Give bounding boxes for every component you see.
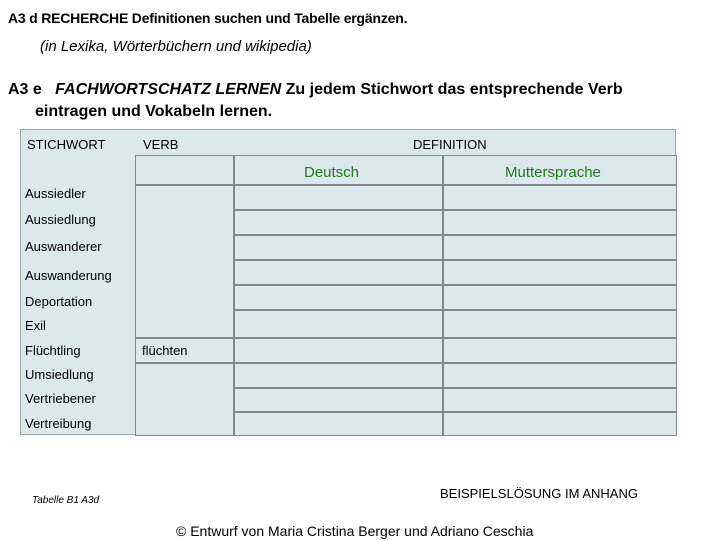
task-a3e-rest: Zu jedem Stichwort das entsprechende Verb <box>285 81 623 98</box>
task-a3d-subtitle: (in Lexika, Wörterbüchern und wikipedia) <box>40 38 312 55</box>
verb-fluechten: flüchten <box>142 343 188 358</box>
muttersprache-cell[interactable] <box>443 310 677 338</box>
deutsch-cell[interactable] <box>234 388 443 412</box>
verb-input-block-1[interactable] <box>135 185 234 338</box>
deutsch-cell[interactable] <box>234 338 443 363</box>
task-a3d-heading: A3 d RECHERCHE Definitionen suchen und Tabelle ergänzen. <box>8 10 408 26</box>
vocabulary-table <box>20 129 676 435</box>
muttersprache-cell[interactable] <box>443 260 677 285</box>
header-verb: VERB <box>143 137 179 152</box>
muttersprache-cell[interactable] <box>443 285 677 310</box>
table-caption: Tabelle B1 A3d <box>32 495 100 506</box>
muttersprache-cell[interactable] <box>443 185 677 210</box>
stichwort-vertreibung: Vertreibung <box>25 416 92 431</box>
stichwort-umsiedlung: Umsiedlung <box>25 367 94 382</box>
deutsch-cell[interactable] <box>234 235 443 260</box>
stichwort-auswanderung: Auswanderung <box>25 268 112 283</box>
header-definition: DEFINITION <box>413 137 487 152</box>
muttersprache-cell[interactable] <box>443 210 677 235</box>
task-a3e-prefix: A3 e <box>8 81 42 98</box>
stichwort-auswanderer: Auswanderer <box>25 239 102 254</box>
task-a3e-italic: FACHWORTSCHATZ LERNEN <box>55 81 282 98</box>
deutsch-cell[interactable] <box>234 260 443 285</box>
stichwort-aussiedlung: Aussiedlung <box>25 212 96 227</box>
header-stichwort: STICHWORT <box>27 137 106 152</box>
stichwort-aussiedler: Aussiedler <box>25 186 86 201</box>
verb-header-cell <box>135 155 234 185</box>
stichwort-fluechtling: Flüchtling <box>25 343 81 358</box>
deutsch-cell[interactable] <box>234 185 443 210</box>
task-a3e-heading <box>8 81 623 99</box>
deutsch-cell[interactable] <box>234 412 443 436</box>
header-muttersprache: Muttersprache <box>505 164 601 181</box>
muttersprache-cell[interactable] <box>443 388 677 412</box>
verb-input-block-2[interactable] <box>135 363 234 436</box>
deutsch-cell[interactable] <box>234 310 443 338</box>
stichwort-deportation: Deportation <box>25 294 93 309</box>
task-a3e-line2: eintragen und Vokabeln lernen. <box>35 103 273 120</box>
muttersprache-cell[interactable] <box>443 235 677 260</box>
stichwort-vertriebener: Vertriebener <box>25 391 96 406</box>
solution-note: BEISPIELSLÖSUNG IM ANHANG <box>440 486 638 501</box>
muttersprache-cell[interactable] <box>443 338 677 363</box>
stichwort-exil: Exil <box>25 318 46 333</box>
deutsch-cell[interactable] <box>234 285 443 310</box>
muttersprache-cell[interactable] <box>443 412 677 436</box>
header-deutsch: Deutsch <box>304 164 360 181</box>
deutsch-cell[interactable] <box>234 210 443 235</box>
muttersprache-cell[interactable] <box>443 363 677 388</box>
copyright-line: © Entwurf von Maria Cristina Berger und Adriano Ceschia <box>176 523 534 539</box>
deutsch-cell[interactable] <box>234 363 443 388</box>
